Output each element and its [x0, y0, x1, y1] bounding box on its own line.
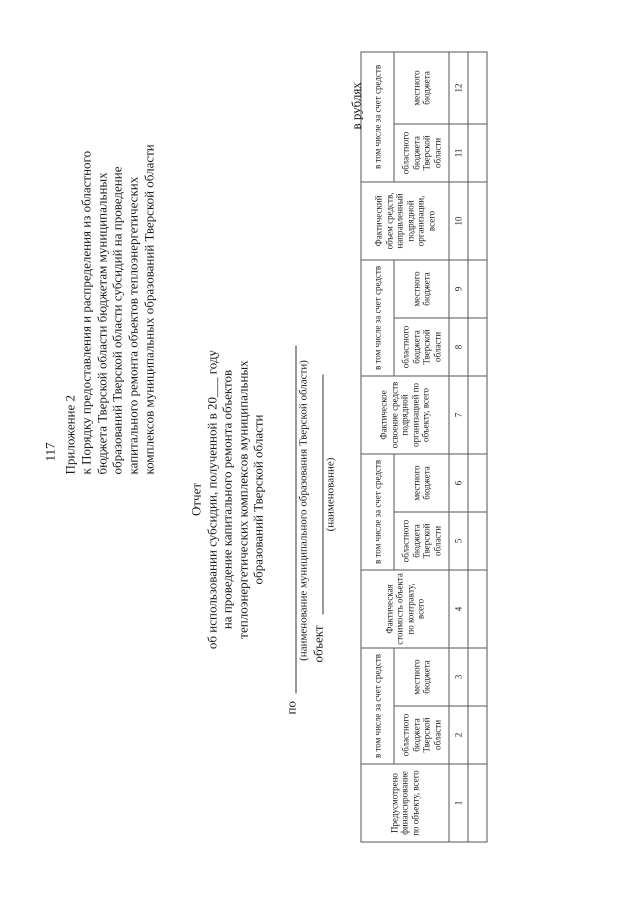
report-table [361, 51, 488, 842]
table-cell [468, 376, 487, 454]
subheader-cell: местного бюджета [394, 52, 449, 124]
table-row [468, 52, 487, 842]
appendix-line: Приложение 2 [62, 394, 78, 475]
appendix-line: бюджета Тверской области бюджетам муниципальных [94, 172, 110, 475]
table-cell [468, 52, 487, 124]
subheader-cell: местного бюджета [394, 260, 449, 318]
column-number: 1 [449, 764, 468, 842]
appendix-line: комплексов муниципальных образований Тверской области [141, 144, 157, 475]
column-number: 6 [449, 454, 468, 512]
column-number: 2 [449, 706, 468, 764]
object-fill-line [323, 375, 324, 615]
subheader-cell: областного бюджета Тверской области [394, 512, 449, 570]
column-number: 11 [449, 124, 468, 182]
object-label: объект [310, 625, 326, 663]
appendix-line: капитального ремонта объектов теплоэнергетических [125, 176, 141, 475]
header-cell: Предусмотрено финансирование по объекту, всего [361, 764, 449, 842]
column-number: 9 [449, 260, 468, 318]
header-cell: в том числе за счет средств [361, 454, 394, 570]
header-cell: в том числе за счет средств [361, 648, 394, 764]
header-cell: в том числе за счет средств [361, 260, 394, 376]
subheader-cell: областного бюджета Тверской области [394, 706, 449, 764]
subheader-cell: местного бюджета [394, 648, 449, 706]
table-cell [468, 124, 487, 182]
appendix-note [63, 5, 158, 475]
report-line: образований Тверской области [250, 414, 266, 585]
header-cell: в том числе за счет средств [361, 52, 394, 182]
table-cell [468, 512, 487, 570]
table-cell [468, 648, 487, 706]
header-cell: Фактическое освоение средств подрядной организацией по объекту, всего [361, 376, 449, 454]
document-page [1, 0, 640, 905]
municipality-caption: (наименование муниципального образования Тверской области) [297, 360, 310, 661]
column-number: 3 [449, 648, 468, 706]
appendix-line: образований Тверской области субсидий на проведение [109, 166, 125, 475]
units-label: в рублях [348, 82, 364, 130]
subheader-cell: местного бюджета [394, 454, 449, 512]
column-number: 5 [449, 512, 468, 570]
table-cell [468, 318, 487, 376]
table-header-row [361, 52, 394, 842]
column-number: 12 [449, 52, 468, 124]
report-title: Отчет [188, 482, 204, 517]
table-cell [468, 260, 487, 318]
table-cell [468, 454, 487, 512]
page-number: 117 [42, 442, 58, 462]
table-cell [468, 570, 487, 648]
subheader-cell: областного бюджета Тверской области [394, 318, 449, 376]
header-cell: Фактический объем средств, направленный подрядной организации, всего [361, 182, 449, 260]
report-heading [189, 335, 267, 665]
po-label: по [283, 701, 299, 715]
object-caption: (наименование) [324, 457, 337, 532]
column-number: 4 [449, 570, 468, 648]
report-line: на проведение капитального ремонта объектов [219, 369, 235, 630]
column-number-row [449, 52, 468, 842]
column-number: 7 [449, 376, 468, 454]
subheader-cell: областного бюджета Тверской области [394, 124, 449, 182]
table-cell [468, 706, 487, 764]
column-number: 10 [449, 182, 468, 260]
table-cell [468, 182, 487, 260]
column-number: 8 [449, 318, 468, 376]
table-cell [468, 764, 487, 842]
report-line: об использовании субсидии, полученной в 20___ году [204, 349, 219, 650]
header-cell: Фактическая стоимость объекта по контракту, всего [361, 570, 449, 648]
appendix-line: к Порядку предоставления и распределения из областного [78, 150, 94, 475]
report-line: теплоэнергетических комплексов муниципальных [235, 360, 250, 639]
municipality-fill-line [296, 346, 297, 694]
